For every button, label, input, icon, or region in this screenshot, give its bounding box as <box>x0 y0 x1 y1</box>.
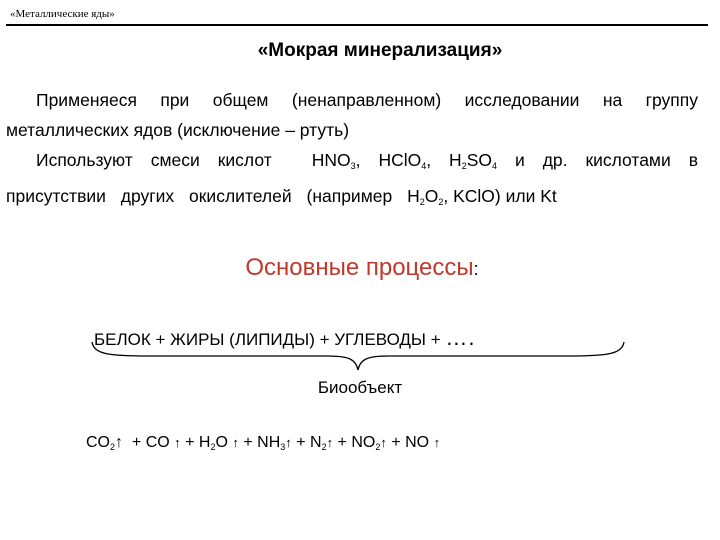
product-co2: $CO_2↑$ <box>86 434 124 452</box>
decomposition-products: $CO_2↑$ + CO ↑ + $H_2O$ ↑ + $NH_3↑$ + $N_2↑$ + $NO_2↑$ + NO ↑ <box>86 434 441 452</box>
reaction-substrates: БЕЛОК + ЖИРЫ (ЛИПИДЫ) + УГЛЕВОДЫ + …. <box>94 325 476 350</box>
header-divider <box>6 24 708 26</box>
curly-brace <box>88 340 628 372</box>
slide-title: «Мокрая минерализация» <box>257 40 503 61</box>
product-nh3: $NH_3↑$ <box>257 434 292 452</box>
product-no: NO ↑ <box>405 434 441 451</box>
acid-h2so4: $H_2SO_4$ <box>449 150 498 171</box>
body-text <box>6 85 698 217</box>
product-n2: $N_2↑$ <box>310 434 334 452</box>
bioobject-label: Биообъект <box>317 378 403 397</box>
product-co: CO ↑ <box>145 434 181 451</box>
section-heading-text: Основные процессы <box>245 254 474 281</box>
acid-hclo4: HClO$_4$ <box>378 150 427 171</box>
product-h2o: $H_2O$ ↑ <box>198 434 239 452</box>
paragraph-2-middle: и др. кислотами в присутствии других окислителей (например <box>6 150 698 206</box>
paragraph-2: Используют смеси кислот $HNO_3$, HClO$_4$, $H_2SO_4$ и др. кислотами в присутствии других окислителей (например $H_2O_2$, KClO) или Kt <box>6 150 698 207</box>
paragraph-1: Применяеся при общем (ненаправленном) исследовании на группу металлических ядов (исключение – ртуть) <box>6 90 698 140</box>
header-label: «Металлические яды» <box>10 8 115 20</box>
acid-hno3: $HNO_3$ <box>311 150 356 171</box>
oxidizer-h2o2: $H_2O_2$ <box>407 186 444 207</box>
section-heading <box>0 254 720 282</box>
section-heading-colon: : <box>473 259 479 279</box>
product-no2: $NO_2↑$ <box>351 434 387 452</box>
paragraph-2-intro: Используют смеси кислот <box>36 150 272 170</box>
paragraph-2-tail: , KClO) или Kt <box>443 186 557 206</box>
